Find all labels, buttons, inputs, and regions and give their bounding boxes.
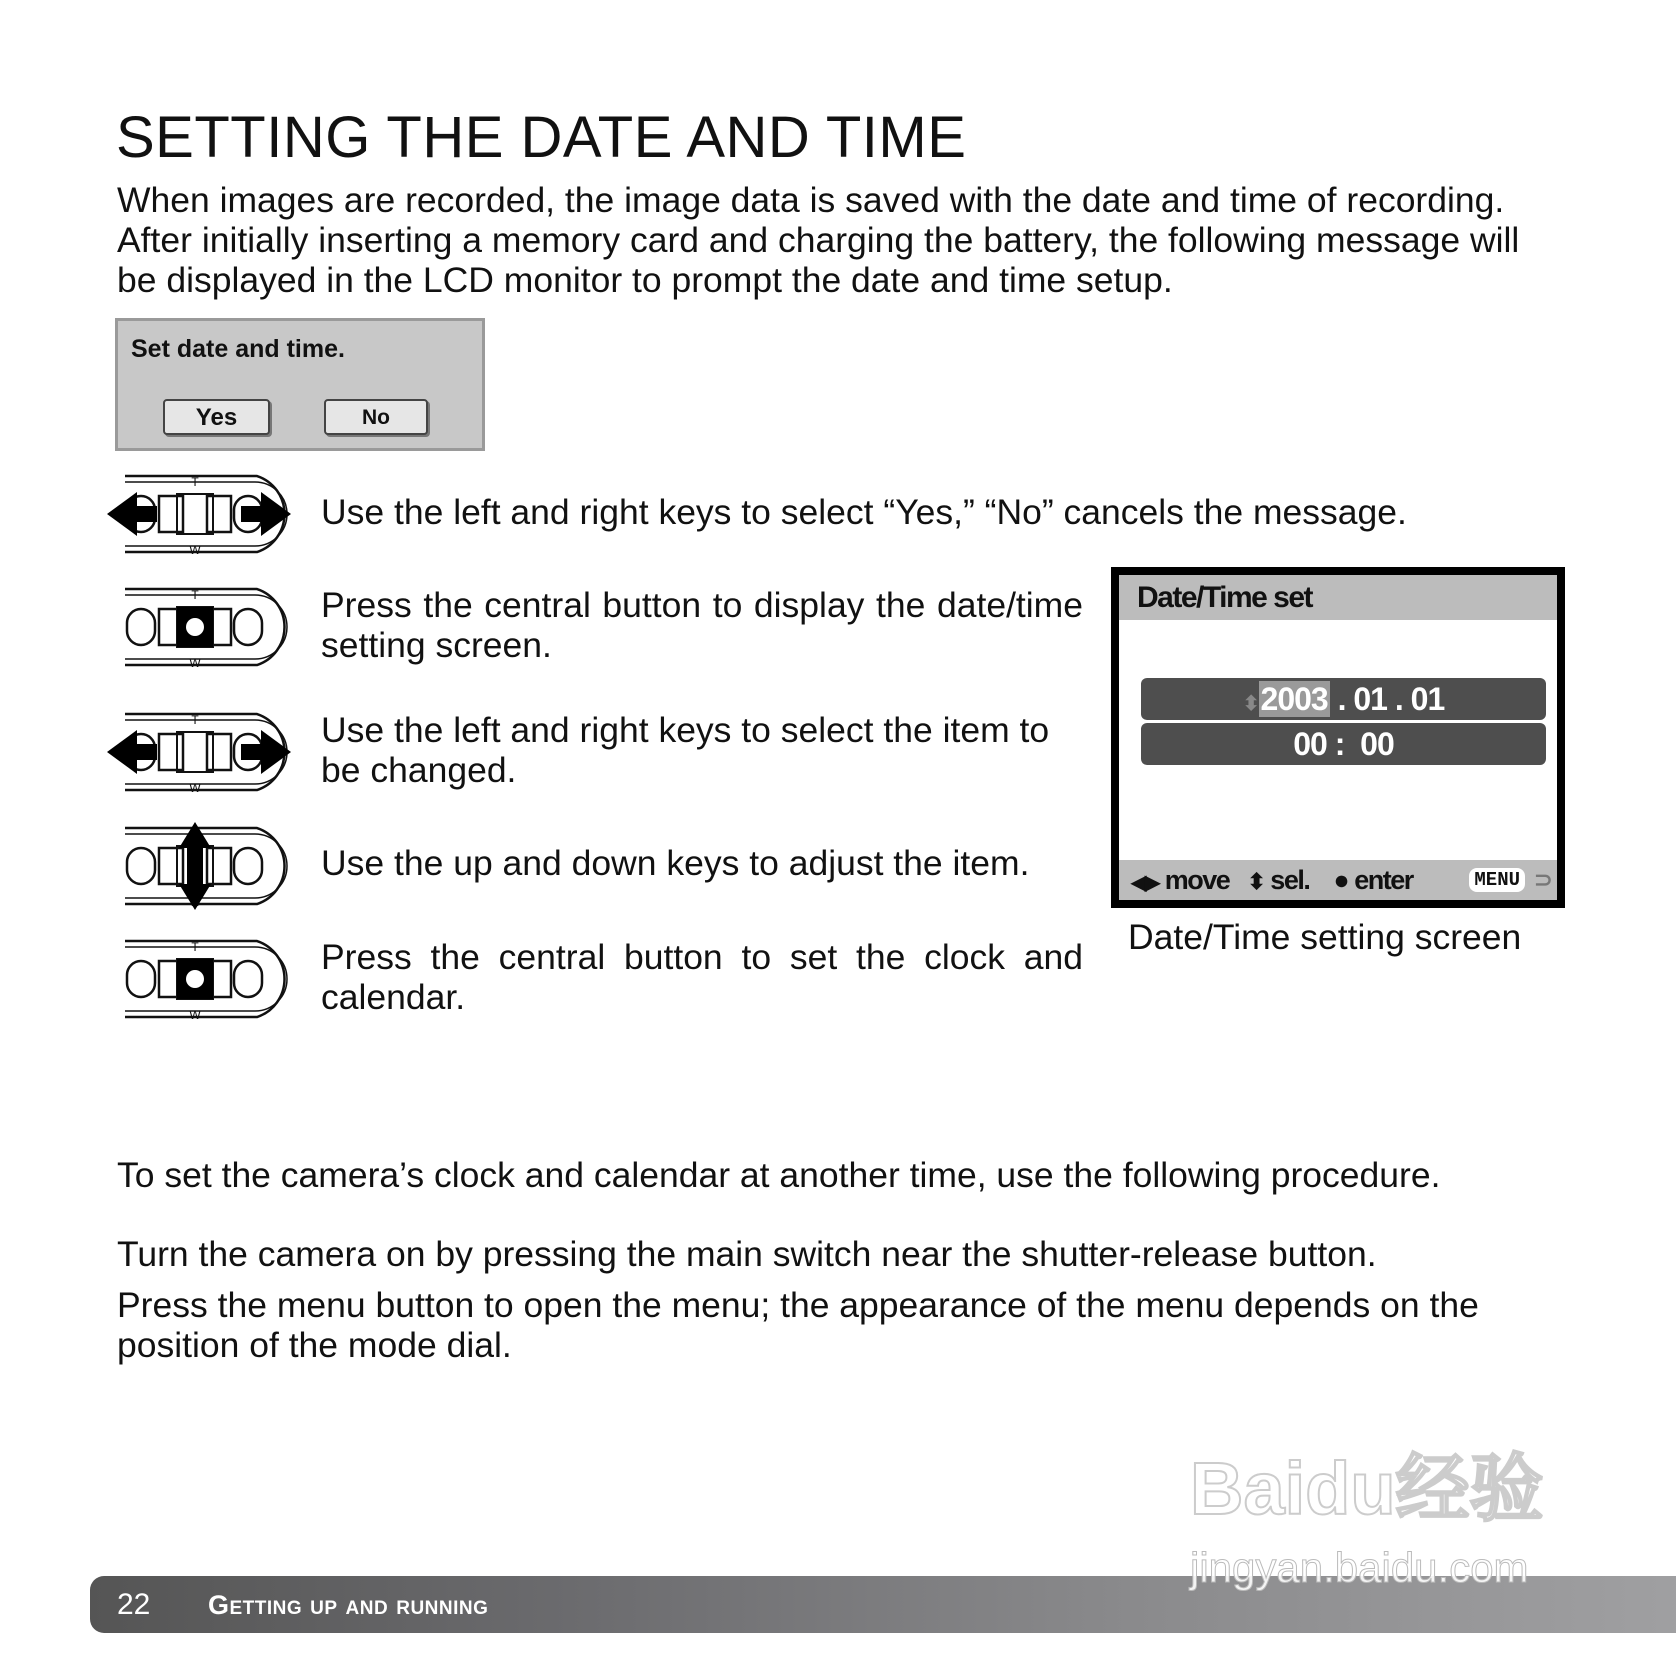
lcd-footer: [1119, 860, 1557, 900]
watermark-url: jingyan.baidu.com: [1190, 1544, 1529, 1591]
set-date-dialog: [115, 318, 485, 451]
enter-hint: enter: [1354, 865, 1413, 895]
step-2-text: Press the central button to display the date/time setting screen.: [321, 585, 1083, 665]
intro-paragraph: When images are recorded, the image data is saved with the date and time of recording. After initially inserting a memory card and charging the battery, the following message will be displayed in the LCD monitor to prompt the date and time setup.: [117, 180, 1520, 300]
yes-button[interactable]: Yes: [163, 399, 270, 435]
time-separator: :: [1334, 726, 1345, 762]
baidu-watermark: [1190, 1430, 1590, 1620]
year-field[interactable]: 2003: [1260, 681, 1328, 717]
watermark-logo: Baidu经验: [1190, 1447, 1544, 1530]
step-4-text: Use the up and down keys to adjust the item.: [321, 843, 1030, 883]
time-row: [1141, 723, 1546, 765]
date-row: [1141, 678, 1546, 720]
lcd-caption: Date/Time setting screen: [1128, 917, 1522, 957]
left-right-keys-icon: [107, 708, 299, 796]
return-icon: ⊃: [1534, 867, 1551, 892]
no-button[interactable]: No: [324, 399, 428, 435]
page-title: SETTING THE DATE AND TIME: [116, 105, 967, 170]
day-field[interactable]: 01: [1410, 681, 1445, 717]
menu-badge: MENU: [1469, 868, 1525, 892]
central-button-icon: [107, 583, 299, 671]
sel-hint: sel.: [1270, 865, 1310, 895]
left-right-keys-icon: [107, 470, 299, 558]
minute-field[interactable]: 00: [1360, 726, 1394, 762]
paragraph-other-time: To set the camera’s clock and calendar at another time, use the following procedure.: [117, 1155, 1441, 1195]
date-time-lcd-screen: [1111, 567, 1565, 908]
date-separator: .: [1394, 681, 1403, 717]
up-down-small-icon: ⬍: [1242, 693, 1259, 715]
section-title: Getting up and running: [208, 1590, 489, 1620]
left-right-arrows-icon: ◀▶: [1131, 872, 1159, 894]
date-separator: .: [1337, 681, 1346, 717]
paragraph-menu: Press the menu button to open the menu; the appearance of the menu depends on the position of the mode dial.: [117, 1285, 1479, 1365]
lcd-header: Date/Time set: [1119, 575, 1557, 620]
move-hint: move: [1164, 865, 1230, 895]
step-5-text: Press the central button to set the clock and calendar.: [321, 937, 1083, 1017]
center-button-icon: ●: [1333, 865, 1349, 895]
up-down-arrows-icon: ⬍: [1247, 869, 1265, 894]
paragraph-turn-on: Turn the camera on by pressing the main switch near the shutter-release button.: [117, 1234, 1377, 1274]
central-button-icon: [107, 935, 299, 1023]
hour-field[interactable]: 00: [1293, 726, 1327, 762]
dialog-message: Set date and time.: [131, 335, 345, 363]
month-field[interactable]: 01: [1353, 681, 1387, 717]
step-3-text: Use the left and right keys to select the item to be changed.: [321, 710, 1050, 790]
up-down-keys-icon: [107, 822, 299, 910]
step-1-text: Use the left and right keys to select “Yes,” “No” cancels the message.: [321, 492, 1407, 532]
page-number: 22: [117, 1588, 151, 1621]
